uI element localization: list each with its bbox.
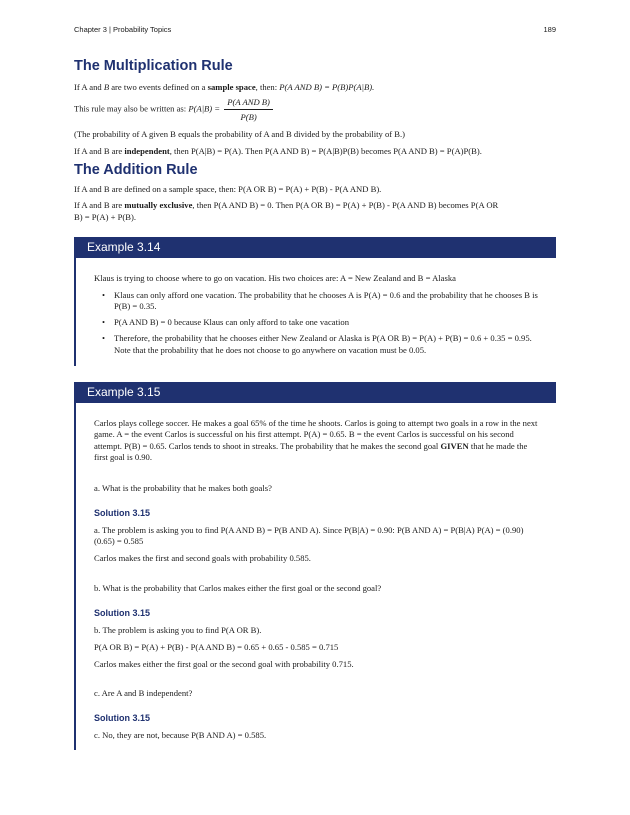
list-item: • P(A AND B) = 0 because Klaus can only afford to take one vacation	[102, 317, 349, 328]
list-item: • Klaus can only afford one vacation. The probability that he chooses A is P(A) = 0.6 and the probability that he chooses B is P(B) = 0.35.	[102, 290, 538, 312]
solution-b-setup: b. The problem is asking you to find P(A OR B).	[94, 625, 262, 635]
example-3-14-header: Example 3.14	[74, 237, 556, 258]
conditional-explanation: (The probability of A given B equals the probability of A and B divided by the probability of B.)	[74, 129, 406, 139]
question-a: a. What is the probability that he makes both goals?	[94, 483, 272, 493]
addition-definition: If A and B are defined on a sample space, then: P(A OR B) = P(A) + P(B) - P(A AND B).	[74, 184, 382, 194]
solution-c-heading: Solution 3.15	[94, 713, 151, 723]
question-b: b. What is the probability that Carlos makes either the first goal or the second goal?	[94, 583, 382, 593]
given-term: GIVEN	[440, 440, 469, 451]
bullet-icon: •	[102, 333, 106, 344]
solution-b-heading: Solution 3.15	[94, 608, 151, 618]
multiplication-rule-heading: The Multiplication Rule	[74, 58, 233, 74]
multiplication-formula: P(A AND B) = P(B)P(A|B).	[279, 82, 375, 92]
multiplication-definition: If A and B are two events defined on a sample space, then: P(A AND B) = P(B)P(A|B).	[74, 82, 375, 92]
conditional-fraction	[224, 96, 273, 123]
independence-statement: If A and B are independent, then P(A|B) = P(A). Then P(A AND B) = P(A|B)P(B) becomes P(A AND B) = P(A)P(B).	[74, 146, 482, 156]
bullet-icon: •	[102, 290, 106, 300]
example-3-14-intro: Klaus is trying to choose where to go on vacation. His two choices are: A = New Zealand and B = Alaska	[94, 273, 456, 283]
list-item: • Therefore, the probability that he chooses either New Zealand or Alaska is P(A OR B) = P(A) + P(B) = 0.6 + 0.35 = 0.95. Note that the probability that he does not choose to go anywhere on vacation must be 0.05.	[102, 333, 532, 355]
solution-c-answer: c. No, they are not, because P(B AND A) = 0.585.	[94, 730, 267, 740]
page-number: 189	[543, 25, 556, 34]
example-3-15-intro: Carlos plays college soccer. He makes a goal 65% of the time he shoots. Carlos is going to attempt two goals in a row in the next game. A = the event Carlos is successful on his first attempt. P(A) = 0.65. B = the event Carlos is successful on his second attempt. P(B) = 0.65. Carlos tends to shoot in streaks. The probability that he makes the second goal GIVEN that he made the first goal is 0.90.	[94, 418, 538, 463]
running-header	[74, 25, 556, 34]
example-3-15-border	[74, 403, 76, 750]
question-c: c. Are A and B independent?	[94, 688, 193, 698]
solution-a-answer: Carlos makes the first and second goals with probability 0.585.	[94, 553, 311, 563]
independent-term: independent	[124, 146, 170, 156]
example-3-14-border	[74, 258, 76, 366]
solution-a-work: a. The problem is asking you to find P(A AND B) = P(B AND A). Since P(B|A) = 0.90: P(B AND A) = P(B|A) P(A) = (0.90)(0.65) = 0.585	[94, 525, 524, 547]
conditional-formula-line: This rule may also be written as: P(A|B) = $\frac{\text{P(A AND B)}}{P(B)}$	[74, 96, 558, 123]
solution-b-work: P(A OR B) = P(A) + P(B) - P(A AND B) = 0.65 + 0.65 - 0.585 = 0.715	[94, 642, 339, 652]
solution-b-answer: Carlos makes either the first goal or the second goal with probability 0.715.	[94, 659, 354, 669]
chapter-title: Chapter 3 | Probability Topics	[74, 25, 172, 34]
sample-space-term: sample space	[207, 82, 256, 92]
fraction-numerator: P(A AND B)	[224, 96, 273, 110]
fraction-denominator: P(B)	[240, 112, 257, 122]
solution-a-heading: Solution 3.15	[94, 508, 151, 518]
bullet-icon: •	[102, 317, 106, 328]
mutually-exclusive-statement: If A and B are mutually exclusive, then P(A AND B) = 0. Then P(A OR B) = P(A) + P(B) - P(A AND B) becomes P(A OR B) = P(A) + P(B).	[74, 200, 499, 222]
addition-rule-heading: The Addition Rule	[74, 162, 198, 178]
example-3-15-header: Example 3.15	[74, 382, 556, 403]
example-3-14-bullets	[94, 290, 538, 361]
mutually-exclusive-term: mutually exclusive	[124, 200, 193, 210]
